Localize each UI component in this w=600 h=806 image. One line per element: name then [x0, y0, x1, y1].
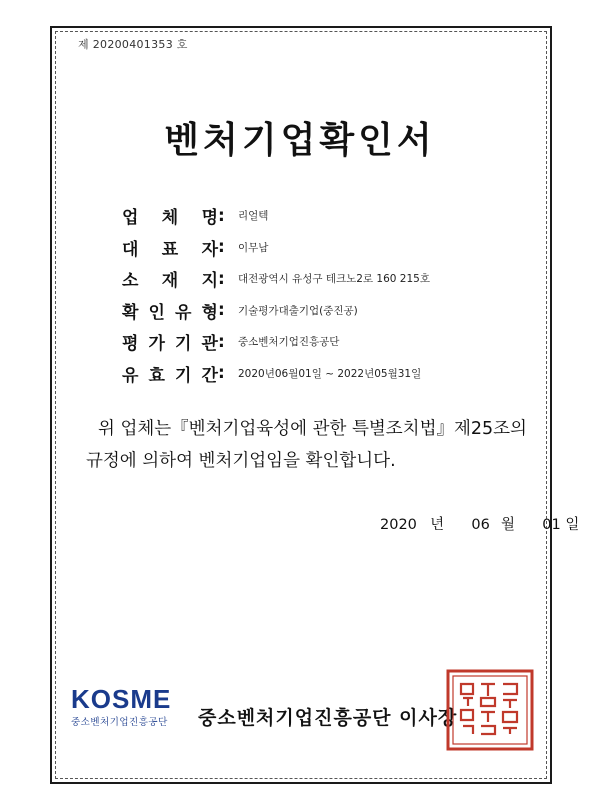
certification-statement: [86, 413, 556, 477]
issue-year: 2020: [380, 517, 417, 533]
field-company-name: [122, 200, 430, 232]
field-address: [122, 263, 430, 295]
issue-month: 06: [471, 517, 490, 533]
statement-line-2: 규정에 의하여 벤처기업임을 확인합니다.: [86, 451, 396, 471]
info-fields: [122, 200, 430, 389]
document-title: 벤처기업확인서: [164, 120, 436, 161]
field-value: 중소벤처기업진흥공단: [238, 336, 340, 349]
field-colon: :: [218, 205, 225, 226]
field-validity-period: [122, 358, 430, 390]
statement-line-1: 위 업체는『벤처기업육성에 관한 특별조치법』제25조의: [98, 419, 527, 439]
kosme-logo: [71, 686, 171, 728]
field-value: 2020년06월01일 ~ 2022년05월31일: [238, 367, 422, 380]
field-colon: :: [218, 363, 225, 384]
field-label: 확 인 유 형: [122, 302, 218, 323]
field-label: 평 가 기 관: [122, 334, 218, 355]
official-seal-icon: [445, 668, 535, 752]
field-label: 소 재 지: [122, 271, 218, 292]
field-representative: [122, 232, 430, 264]
field-evaluation-agency: [122, 326, 430, 358]
issue-date: [380, 513, 579, 534]
field-value: 대전광역시 유성구 테크노2로 160 215호: [238, 273, 430, 286]
field-value: 리얼텍: [238, 210, 269, 223]
logo-mark: KOSME: [71, 684, 172, 714]
field-label: 업 체 명: [122, 208, 218, 229]
certificate-number: 제 20200401353 호: [78, 38, 188, 51]
field-colon: :: [218, 237, 225, 258]
issuer-signature-line: 중소벤처기업진흥공단 이사장: [198, 707, 458, 729]
field-label: 대 표 자: [122, 239, 218, 260]
field-value: 이무남: [238, 241, 269, 254]
field-colon: :: [218, 331, 225, 352]
logo-subtitle: 중소벤처기업진흥공단: [71, 717, 168, 728]
issue-month-unit: 월: [501, 517, 516, 533]
field-confirmation-type: [122, 295, 430, 327]
field-colon: :: [218, 300, 225, 321]
field-value: 기술평가대출기업(중진공): [238, 304, 358, 317]
issue-year-unit: 년: [430, 517, 445, 533]
field-label: 유 효 기 간: [122, 365, 218, 386]
field-colon: :: [218, 268, 225, 289]
issue-day: 01: [542, 517, 561, 533]
issue-day-unit: 일: [565, 517, 580, 533]
